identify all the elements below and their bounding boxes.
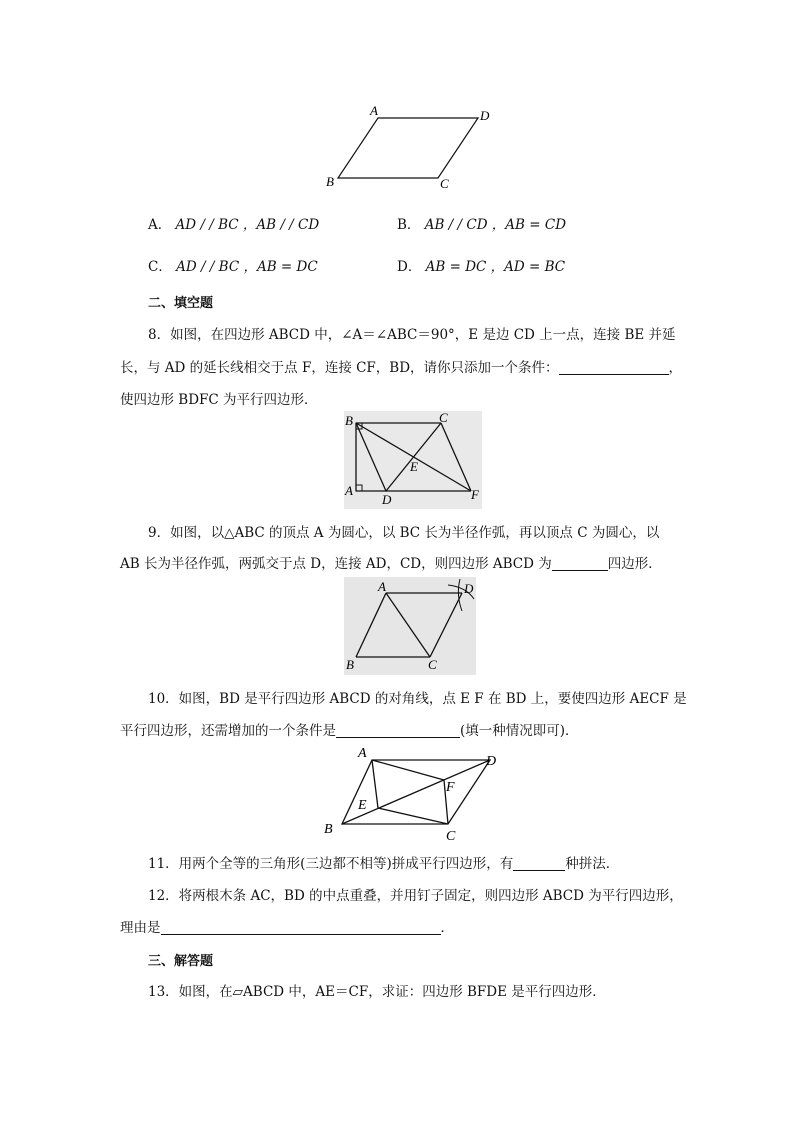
q12-line2: 理由是 ．	[120, 920, 454, 936]
label-d: D	[480, 108, 490, 123]
label-b: B	[326, 174, 334, 189]
q8-line1: 8．如图，在四边形 ABCD 中，∠A＝∠ABC＝90°，E 是边 CD 上一点，连接 BE 并延	[148, 327, 676, 343]
q8-answer-blank[interactable]	[559, 360, 669, 375]
label-e: E	[358, 798, 367, 813]
q10-line1: 10．如图，BD 是平行四边形 ABCD 的对角线，点 E F 在 BD 上，要使四边形 AECF 是	[148, 691, 687, 707]
label-a: A	[358, 746, 367, 761]
option-c[interactable]: C． AD / / BC ，AB = DC	[148, 259, 318, 275]
label-b: B	[346, 657, 354, 672]
label-f: F	[471, 487, 479, 502]
label-a: A	[378, 579, 386, 594]
label-f: F	[446, 780, 455, 795]
label-b: B	[345, 413, 353, 428]
q10-answer-blank[interactable]	[336, 723, 460, 738]
label-b: B	[324, 822, 333, 837]
section-fill-in-heading: 二、填空题	[148, 296, 214, 311]
section-answer-heading: 三、解答题	[148, 954, 214, 969]
q9-answer-blank[interactable]	[552, 556, 608, 571]
label-e: E	[410, 459, 418, 474]
label-a: A	[345, 483, 353, 498]
label-c: C	[428, 657, 437, 672]
label-c: C	[439, 411, 448, 425]
q11-text: 11．用两个全等的三角形(三边都不相等)拼成平行四边形，有 种拼法．	[148, 856, 620, 872]
figure-q10	[320, 742, 505, 842]
label-d: D	[382, 492, 392, 507]
figure-q9	[344, 577, 476, 675]
option-b[interactable]: B． AB / / CD ，AB = CD	[397, 217, 567, 233]
q12-line1: 12．将两根木条 AC，BD 的中点重叠，并用钉子固定，则四边形 ABCD 为平行四边形，	[148, 888, 683, 904]
option-d[interactable]: D． AB = DC ，AD = BC	[397, 259, 566, 275]
figure-q8	[344, 411, 482, 509]
label-c: C	[446, 829, 456, 842]
label-a: A	[370, 103, 378, 118]
q9-line2: AB 长为半径作弧，两弧交于点 D，连接 AD，CD，则四边形 ABCD 为 四边形．	[120, 556, 662, 572]
q8-line2: 长，与 AD 的延长线相交于点 F，连接 CF，BD，请你只添加一个条件： ，	[120, 360, 683, 376]
figure-q7-parallelogram	[320, 100, 510, 195]
q9-line1: 9．如图，以△ABC 的顶点 A 为圆心，以 BC 长为半径作弧，再以顶点 C 为圆心，以	[148, 525, 660, 541]
q12-answer-blank[interactable]	[161, 920, 441, 935]
q13-text: 13．如图，在▱ABCD 中，AE＝CF，求证：四边形 BFDE 是平行四边形．	[148, 984, 606, 1000]
q11-answer-blank[interactable]	[513, 856, 565, 871]
option-a[interactable]: A． AD / / BC ，AB / / CD	[148, 217, 320, 233]
label-d: D	[486, 754, 497, 769]
label-c: C	[440, 176, 449, 191]
q8-line3: 使四边形 BDFC 为平行四边形．	[120, 392, 318, 408]
q10-line2: 平行四边形，还需增加的一个条件是 (填一种情况即可)．	[120, 723, 579, 739]
label-d: D	[464, 581, 474, 596]
